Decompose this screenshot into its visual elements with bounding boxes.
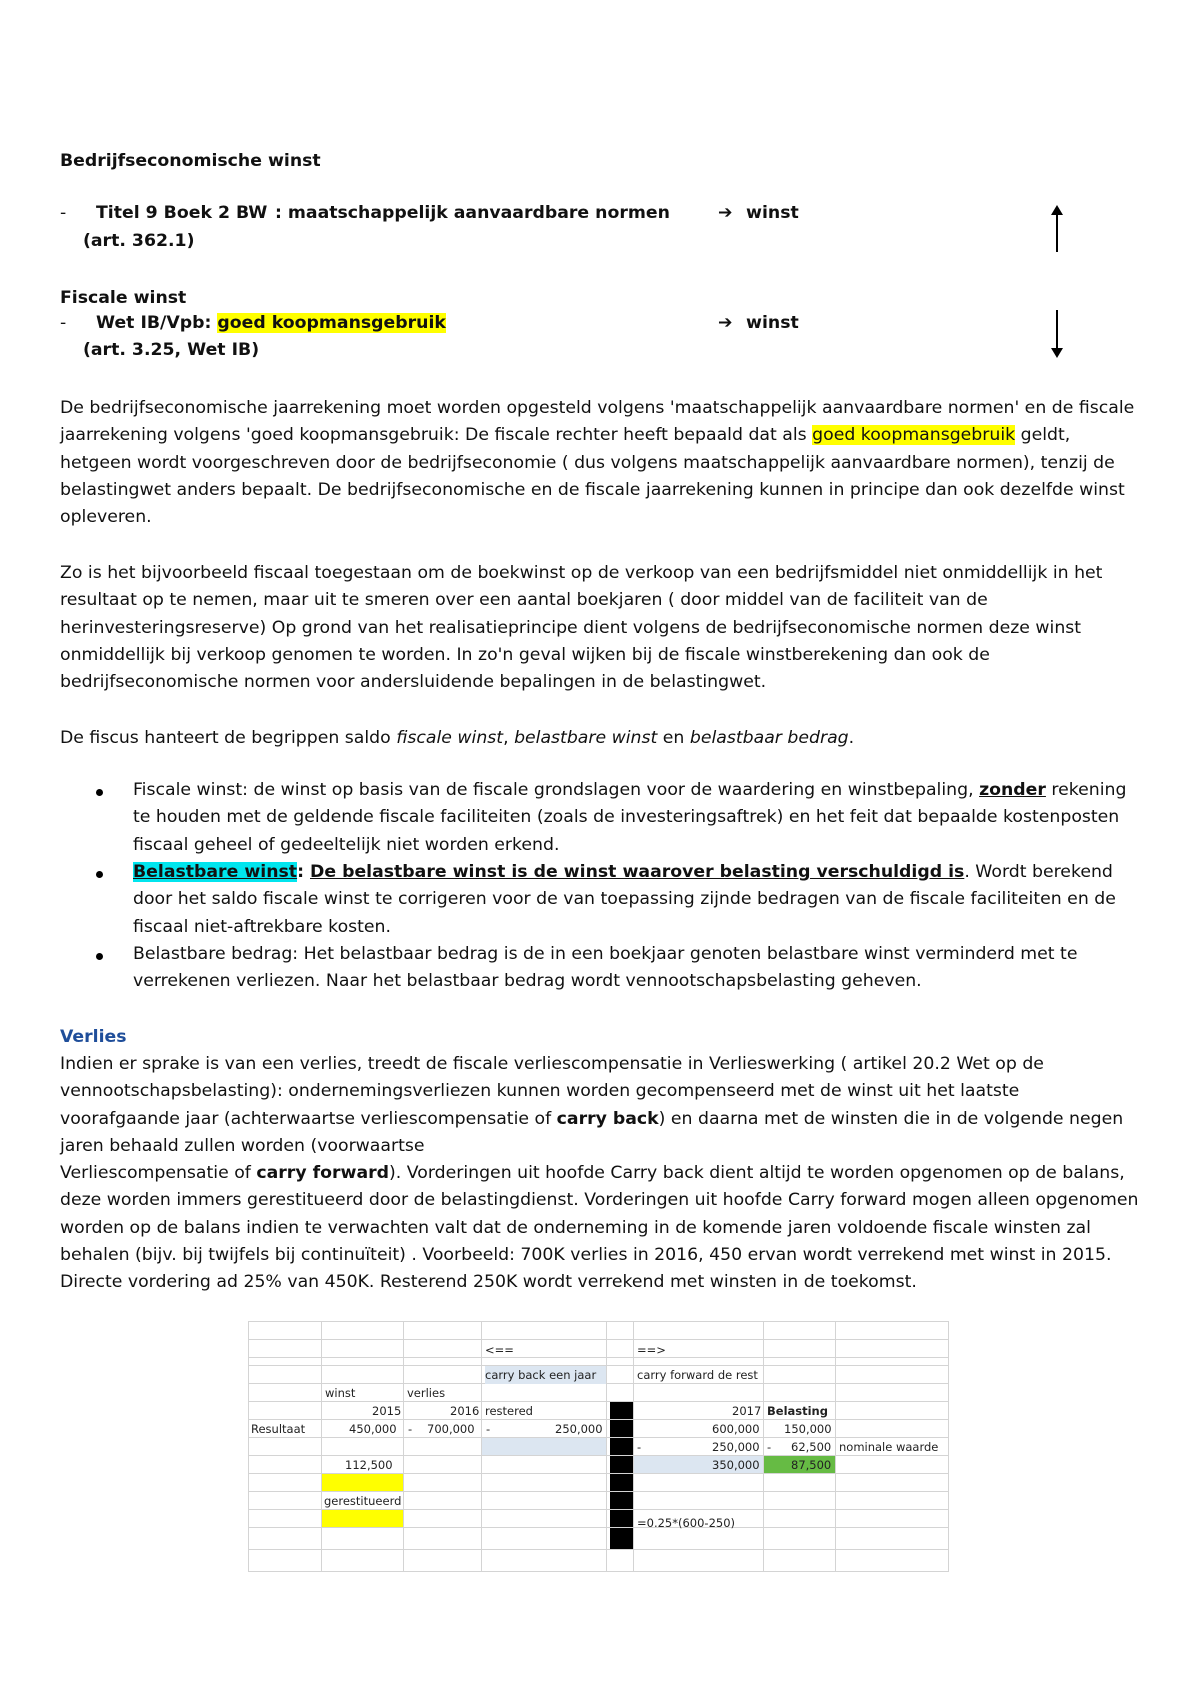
dash-marker: - <box>60 203 67 223</box>
cell-restered: restered <box>485 1404 533 1418</box>
dash-marker: - <box>60 313 67 333</box>
spreadsheet-example <box>248 1321 949 1572</box>
bullet-dot <box>96 953 103 960</box>
cell-belasting: Belasting <box>767 1404 828 1418</box>
wetib-result: winst <box>746 313 799 333</box>
cell-450000: 450,000 <box>349 1422 397 1436</box>
cell-fill-blue <box>481 1437 606 1455</box>
right-arrow-icon: ➔ <box>718 313 733 333</box>
cell-formula: =0.25*(600-250) <box>637 1516 736 1530</box>
cell-150000: 150,000 <box>784 1422 832 1436</box>
titel9-ref: (art. 362.1) <box>83 231 195 251</box>
wetib-ref: (art. 3.25, Wet IB) <box>83 340 260 360</box>
cell-carry-back: carry back een jaar <box>485 1366 606 1384</box>
paragraph-boekwinst: Zo is het bijvoorbeeld fiscaal toegestaan om de boekwinst op de verkoop van een bedrijfsmiddel niet onmiddellijk in het resultaat op te nemen, maar uit te smeren over een aantal boekjaren ( door middel van de faciliteit van de herinvesteringsreserve) Op grond van het realisatieprincipe dient volgens de bedrijfseconomische normen deze winst onmiddellijk bij verkoop genomen te worden. In zo'n geval wijken bij de fiscale winstberekening dan ook de bedrijfseconomische normen voor andersluidende bepalingen in de belastingwet. <box>60 563 1103 693</box>
cell-2016: 2016 <box>450 1404 480 1418</box>
bullet-belastbaar-bedrag: Belastbare bedrag: Het belastbaar bedrag is de in een boekjaar genoten belastbare winst verminderd met te verrekenen verliezen. Naar het belastbaar bedrag wordt vennootschapsbelasting geheven. <box>133 944 1078 992</box>
bullet-fiscale-winst: Fiscale winst: de winst op basis van de fiscale grondslagen voor de waardering en winstbepaling, zonder rekening te houden met de geldende fiscale faciliteiten (zoals de investeringsaftrek) en het feit dat bepaalde kostenposten fiscaal geheel of gedeeltelijk niet worden erkend. <box>133 780 1127 855</box>
belastbare-winst-highlight: Belastbare winst <box>133 862 298 882</box>
cell-minus: - <box>486 1422 491 1436</box>
titel9-text: : maatschappelijk aanvaardbare normen <box>275 203 670 223</box>
cell-112500: 112,500 <box>345 1458 393 1472</box>
right-arrow-icon: ➔ <box>718 203 733 223</box>
cell-fill-yellow <box>321 1473 403 1491</box>
cell-arrow-right: ==> <box>637 1343 666 1357</box>
cell-arrow-left: <== <box>485 1343 514 1357</box>
paragraph-verlies: Indien er sprake is van een verlies, treedt de fiscale verliescompensatie in Verlieswerking ( artikel 20.2 Wet op de vennootschapsbelasting): ondernemingsverliezen kunnen worden gecompenseerd met de winst uit het laatste voorafgaande jaar (achterwaartse verliescompensatie of carry back) en daarna met de winsten die in de volgende negen jaren behaald zullen worden (voorwaartse Verliescompensatie of carry forward). Vorderingen uit hoofde Carry back dient altijd te worden opgenomen op de balans, deze worden immers gerestitueerd door de belastingdienst. Vorderingen uit hoofde Carry forward mogen alleen opgenomen worden op de balans indien te verwachten valt dat de onderneming in de komende jaren voldoende fiscale winsten zal behalen (bijv. bij twijfels bij continuïteit) . Voorbeeld: 700K verlies in 2016, 450 ervan wordt verrekend met winst in 2015. Directe vordering ad 25% van 450K. Resterend 250K wordt verrekend met winsten in de toekomst. <box>60 1054 1139 1293</box>
cell-verlies: verlies <box>407 1386 446 1400</box>
paragraph-jaarrekening: De bedrijfseconomische jaarrekening moet worden opgesteld volgens 'maatschappelijk aanvaardbare normen' en de fiscale jaarrekening volgens 'goed koopmansgebruik: De fiscale rechter heeft bepaald dat als goed koopmansgebruik geldt, hetgeen wordt voorgeschreven door de bedrijfseconomie ( dus volgens maatschappelijk aanvaardbare normen), tenzij de belastingwet anders bepaalt. De bedrijfseconomische en de fiscale jaarrekening kunnen in principe dan ook dezelfde winst opleveren. <box>60 398 1135 528</box>
cell-600000: 600,000 <box>712 1422 760 1436</box>
cell-87500: 87,500 <box>791 1458 832 1472</box>
heading-verlies: Verlies <box>60 1027 127 1047</box>
cell-gerestitueerd: gerestitueerd <box>324 1494 402 1508</box>
cell-700000: 700,000 <box>427 1422 475 1436</box>
cell-minus: - <box>408 1422 413 1436</box>
cell-250000: 250,000 <box>555 1422 603 1436</box>
cell-carry-forward: carry forward de rest <box>637 1368 758 1382</box>
goed-koopmansgebruik-highlight: goed koopmansgebruik <box>812 425 1016 446</box>
cell-350000: 350,000 <box>712 1458 760 1472</box>
cell-nominale-waarde: nominale waarde <box>839 1440 939 1454</box>
cell-2017: 2017 <box>732 1404 762 1418</box>
heading-bedrijfseconomische-winst: Bedrijfseconomische winst <box>60 151 321 171</box>
titel9-label: Titel 9 Boek 2 BW <box>96 203 268 223</box>
bullet-dot <box>96 871 103 878</box>
cell-2015: 2015 <box>372 1404 402 1418</box>
cell-resultaat: Resultaat <box>251 1422 306 1436</box>
titel9-result: winst <box>746 203 799 223</box>
heading-fiscale-winst: Fiscale winst <box>60 288 187 308</box>
cell-minus: - <box>767 1440 772 1454</box>
cell-winst: winst <box>325 1386 356 1400</box>
cell-250000: 250,000 <box>712 1440 760 1454</box>
wetib-label: Wet IB/Vpb: goed koopmansgebruik <box>96 313 446 333</box>
bullet-belastbare-winst: Belastbare winst: De belastbare winst is de winst waarover belasting verschuldigd is. Wordt berekend door het saldo fiscale winst te corrigeren voor de van toepassing zijnde bedragen van de fiscale faciliteiten en de fiscaal niet-aftrekbare kosten. <box>133 862 1116 937</box>
bullet-dot <box>96 789 103 796</box>
cell-minus: - <box>637 1440 642 1454</box>
cell-fill-yellow <box>321 1509 403 1527</box>
paragraph-begrippen: De fiscus hanteert de begrippen saldo fiscale winst, belastbare winst en belastbaar bedrag. <box>60 728 855 748</box>
goed-koopmansgebruik-highlight: goed koopmansgebruik <box>217 313 446 333</box>
cell-62500: 62,500 <box>791 1440 832 1454</box>
